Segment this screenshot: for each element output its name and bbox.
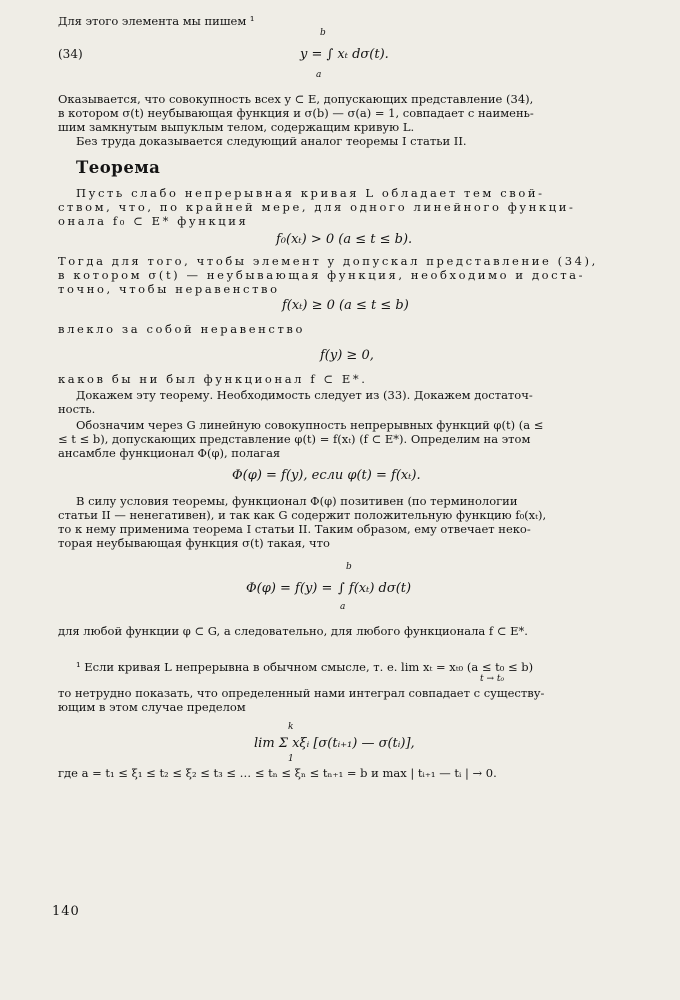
inequality-f0: f₀(xₜ) > 0 (a ≤ t ≤ b). [276,232,413,247]
section-heading: Теорема [76,158,161,177]
footnote-line: где a = t₁ ≤ ξ₁ ≤ t₂ ≤ ξ₂ ≤ t₃ ≤ … ≤ tₙ ≤ ξₙ ≤ tₙ₊₁ = b и max | tᵢ₊₁ — tᵢ | → 0. [58,766,497,780]
sum-upper-limit: k [288,722,294,732]
text-line: для любой функции φ ⊂ G, а следовательно, для любого функционала f ⊂ E*. [58,624,528,638]
integral-upper-limit: b [320,28,326,38]
integral-lower-limit: a [340,602,346,612]
text-line: торая неубывающая функция σ(t) такая, что [58,536,330,550]
theorem-line: влекло за собой неравенство [58,322,306,336]
footnote-line: ¹ Если кривая L непрерывна в обычном смысле, т. е. lim xₜ = xₜ₀ (a ≤ t₀ ≤ b) [76,660,534,674]
text-line: Обозначим через G линейную совокупность непрерывных функций φ(t) (a ≤ [76,418,544,432]
equation-phi-integral-left: Φ(φ) = f(y) = [246,581,333,596]
text-line: ность. [58,402,96,416]
theorem-line: Пусть слабо непрерывная кривая L обладает тем свой- [76,186,545,200]
integral-lower-limit: a [316,70,322,80]
inequality-f: f(xₜ) ≥ 0 (a ≤ t ≤ b) [282,298,409,313]
footnote-limit-expression: lim Σ xξᵢ [σ(tᵢ₊₁) — σ(tᵢ)], [254,736,415,751]
sum-lower-limit: 1 [288,754,294,764]
text-line: в котором σ(t) неубывающая функция и σ(b) — σ(a) = 1, совпадает с наимень- [58,106,534,120]
theorem-line: каков бы ни был функционал f ⊂ E*. [58,372,368,386]
equation-phi-integral-right: ∫ f(xₜ) dσ(t) [338,581,412,596]
theorem-line: ством, что, по крайней мере, для одного линейного функци- [58,200,576,214]
text-line: шим замкнутым выпуклым телом, содержащим кривую L. [58,120,415,134]
inequality-fy: f(y) ≥ 0, [320,348,374,363]
text-line: ансамбле функционал Φ(φ), полагая [58,446,281,460]
theorem-line: Тогда для того, чтобы элемент y допускал представление (34), [58,254,598,268]
footnote-limit-subscript: t → t₀ [480,674,505,684]
footnote-line: ющим в этом случае пределом [58,700,246,714]
equation-phi-def: Φ(φ) = f(y), если φ(t) = f(xₜ). [232,468,421,483]
text-line: Оказывается, что совокупность всех y ⊂ E, допускающих представление (34), [58,92,534,106]
text-line: Докажем эту теорему. Необходимость следует из (33). Докажем достаточ- [76,388,533,402]
equation-number: (34) [58,47,83,61]
footnote-line: то нетрудно показать, что определенный нами интеграл совпадает с существу- [58,686,545,700]
equation-34: y = ∫ xₜ dσ(t). [300,47,389,62]
text-line: В силу условия теоремы, функционал Φ(φ) позитивен (по терминологии [76,494,518,508]
text-line: Для этого элемента мы пишем ¹ [58,14,255,28]
text-line: статьи II — ненегативен), и так как G содержит положительную функцию f₀(xₜ), [58,508,547,522]
theorem-line: в котором σ(t) — неубывающая функция, необходимо и доста- [58,268,586,282]
text-line: то к нему применима теорема I статьи II. Таким образом, ему отвечает неко- [58,522,531,536]
theorem-line: точно, чтобы неравенство [58,282,280,296]
text-line: ≤ t ≤ b), допускающих представление φ(t) = f(xₜ) (f ⊂ E*). Определим на этом [58,432,531,446]
theorem-line: онала f₀ ⊂ E* функция [58,214,249,228]
text-line: Без труда доказывается следующий аналог теоремы I статьи II. [76,134,467,148]
integral-upper-limit: b [346,562,352,572]
page-number: 140 [52,904,80,919]
